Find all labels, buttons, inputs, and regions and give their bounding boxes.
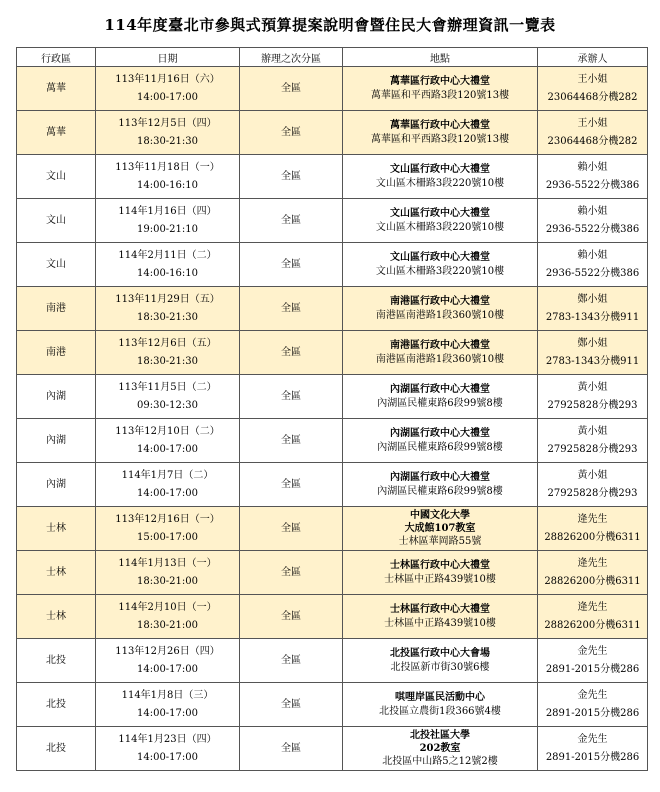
venue-name: 中國文化大學 (410, 510, 470, 521)
cell-date (96, 683, 240, 727)
cell-contact (538, 67, 648, 111)
cell-contact (538, 551, 648, 595)
cell-date: 113年12月10日（二） (115, 425, 220, 437)
cell-area: 全區 (240, 67, 343, 111)
header-date: 日期 (96, 48, 240, 67)
cell-date (96, 243, 240, 287)
contact-contact: 黃小姐 (577, 469, 608, 481)
venue-name: 萬華區行政中心大禮堂 (390, 75, 490, 87)
venue-name: 北投區行政中心大會場 (390, 647, 490, 659)
cell-district: 文山 (17, 243, 96, 287)
cell-district: 北投 (17, 639, 96, 683)
cell-date: 114年1月23日（四） (118, 733, 217, 745)
cell-date: 114年2月10日（一） (118, 601, 217, 613)
cell-venue (343, 331, 538, 375)
cell-district: 南港 (17, 331, 96, 375)
cell-contact (538, 155, 648, 199)
cell-district: 文山 (17, 155, 96, 199)
venue-name: 文山區行政中心大禮堂 (390, 207, 490, 219)
cell-date (96, 199, 240, 243)
table-row (17, 419, 648, 463)
cell-district: 士林 (17, 507, 96, 551)
cell-area: 全區 (240, 507, 343, 551)
cell-time: 14:00-16:10 (136, 179, 198, 191)
venue-address: 士林區中正路439號10樓 (384, 573, 496, 585)
cell-area: 全區 (240, 419, 343, 463)
venue-name: 南港區行政中心大禮堂 (390, 339, 490, 351)
contact-phone: 2783-1343分機911 (545, 355, 640, 367)
venue-name: 大成館107教室 (404, 523, 476, 534)
cell-date (96, 67, 240, 111)
cell-date: 114年1月13日（一） (118, 557, 217, 569)
cell-venue (343, 419, 538, 463)
contact-phone: 28826200分機6311 (544, 575, 641, 587)
venue-address: 萬華區和平西路3段120號13樓 (370, 89, 510, 101)
contact-contact: 賴小姐 (577, 205, 608, 217)
cell-contact (538, 727, 648, 771)
contact-contact: 賴小姐 (577, 249, 608, 261)
table-row (17, 155, 648, 199)
venue-name: 唭哩岸區民活動中心 (395, 691, 485, 703)
cell-contact (538, 375, 648, 419)
cell-date: 113年12月6日（五） (118, 337, 217, 349)
header-area: 辦理之次分區 (240, 48, 343, 67)
cell-date (96, 287, 240, 331)
table-row (17, 111, 648, 155)
contact-phone: 2936-5522分機386 (545, 179, 640, 191)
cell-area: 全區 (240, 683, 343, 727)
cell-area: 全區 (240, 639, 343, 683)
cell-area: 全區 (240, 727, 343, 771)
venue-name: 202教室 (419, 743, 461, 754)
table-row (17, 463, 648, 507)
cell-time: 14:00-17:00 (136, 487, 198, 499)
contact-phone: 2891-2015分機286 (545, 751, 640, 763)
contact-phone: 27925828分機293 (547, 443, 638, 455)
cell-district: 內湖 (17, 463, 96, 507)
table-row (17, 331, 648, 375)
cell-time: 18:30-21:30 (136, 355, 198, 367)
cell-contact (538, 463, 648, 507)
cell-date (96, 155, 240, 199)
venue-name: 士林區行政中心大禮堂 (390, 559, 490, 571)
contact-contact: 逄先生 (577, 513, 608, 525)
table-row (17, 683, 648, 727)
cell-contact (538, 595, 648, 639)
contact-contact: 黃小姐 (577, 425, 608, 437)
table-row (17, 287, 648, 331)
cell-time: 14:00-17:00 (136, 663, 198, 675)
cell-date (96, 507, 240, 551)
venue-address: 內湖區民權東路6段99號8樓 (377, 397, 503, 409)
cell-venue (343, 727, 538, 771)
venue-address: 北投區立農街1段366號4樓 (379, 705, 501, 717)
cell-time: 14:00-17:00 (136, 91, 198, 103)
cell-date (96, 375, 240, 419)
venue-address: 南港區南港路1段360號10樓 (375, 353, 505, 365)
cell-district: 萬華 (17, 111, 96, 155)
cell-date: 114年2月11日（二） (118, 249, 217, 261)
cell-venue (343, 67, 538, 111)
cell-venue (343, 199, 538, 243)
cell-time: 14:00-16:10 (136, 267, 198, 279)
cell-district: 文山 (17, 199, 96, 243)
venue-name: 士林區行政中心大禮堂 (390, 603, 490, 615)
contact-phone: 28826200分機6311 (544, 619, 641, 631)
cell-district: 南港 (17, 287, 96, 331)
cell-time: 18:30-21:00 (136, 619, 198, 631)
cell-date (96, 727, 240, 771)
cell-date (96, 595, 240, 639)
contact-phone: 28826200分機6311 (544, 531, 641, 543)
cell-time: 14:00-17:00 (136, 707, 198, 719)
cell-venue (343, 155, 538, 199)
cell-date (96, 111, 240, 155)
venue-address: 文山區木柵路3段220號10樓 (375, 221, 505, 233)
contact-phone: 2891-2015分機286 (545, 663, 640, 675)
contact-contact: 鄭小姐 (577, 337, 608, 349)
cell-contact (538, 419, 648, 463)
cell-contact (538, 287, 648, 331)
venue-address: 萬華區和平西路3段120號13樓 (370, 133, 510, 145)
contact-contact: 王小姐 (577, 73, 608, 85)
contact-phone: 2783-1343分機911 (545, 311, 640, 323)
venue-name: 內湖區行政中心大禮堂 (390, 383, 490, 395)
table-row (17, 375, 648, 419)
cell-venue (343, 683, 538, 727)
contact-phone: 27925828分機293 (547, 487, 638, 499)
cell-contact (538, 111, 648, 155)
cell-area: 全區 (240, 243, 343, 287)
contact-contact: 逄先生 (577, 557, 608, 569)
cell-date: 113年11月18日（一） (115, 161, 220, 173)
cell-date: 114年1月16日（四） (118, 205, 217, 217)
table-row (17, 243, 648, 287)
header-contact: 承辦人 (538, 48, 648, 67)
cell-area: 全區 (240, 155, 343, 199)
cell-venue (343, 375, 538, 419)
contact-contact: 逄先生 (577, 601, 608, 613)
schedule-table (16, 47, 648, 771)
venue-address: 文山區木柵路3段220號10樓 (375, 265, 505, 277)
cell-area: 全區 (240, 111, 343, 155)
page-title: 114年度臺北市參與式預算提案說明會暨住民大會辦理資訊一覽表 (104, 16, 556, 34)
cell-district: 士林 (17, 595, 96, 639)
cell-contact (538, 639, 648, 683)
cell-time: 15:00-17:00 (136, 531, 198, 543)
contact-contact: 王小姐 (577, 117, 608, 129)
cell-date (96, 419, 240, 463)
cell-time: 19:00-21:10 (136, 223, 198, 235)
cell-district: 士林 (17, 551, 96, 595)
venue-address: 士林區華岡路55號 (398, 536, 482, 547)
header-venue: 地點 (343, 48, 538, 67)
cell-time: 18:30-21:00 (136, 575, 198, 587)
venue-address: 北投區新市街30號6樓 (390, 661, 490, 673)
cell-date (96, 331, 240, 375)
cell-district: 北投 (17, 727, 96, 771)
table-row (17, 727, 648, 771)
table-row (17, 551, 648, 595)
cell-contact (538, 243, 648, 287)
contact-phone: 23064468分機282 (547, 91, 638, 103)
venue-address: 內湖區民權東路6段99號8樓 (377, 441, 503, 453)
venue-name: 內湖區行政中心大禮堂 (390, 427, 490, 439)
cell-date: 114年1月7日（二） (121, 469, 214, 481)
contact-phone: 27925828分機293 (547, 399, 638, 411)
cell-contact (538, 331, 648, 375)
table-row (17, 67, 648, 111)
venue-name: 文山區行政中心大禮堂 (390, 251, 490, 263)
contact-phone: 2891-2015分機286 (545, 707, 640, 719)
cell-date: 114年1月8日（三） (121, 689, 214, 701)
venue-name: 內湖區行政中心大禮堂 (390, 471, 490, 483)
contact-phone: 23064468分機282 (547, 135, 638, 147)
cell-district: 內湖 (17, 375, 96, 419)
table-row (17, 507, 648, 551)
cell-venue (343, 595, 538, 639)
table-row (17, 595, 648, 639)
venue-address: 北投區中山路5之12號2樓 (382, 756, 498, 767)
venue-name: 萬華區行政中心大禮堂 (390, 119, 490, 131)
cell-time: 18:30-21:30 (136, 135, 198, 147)
contact-contact: 黃小姐 (577, 381, 608, 393)
cell-date: 113年12月16日（一） (115, 513, 220, 525)
cell-venue (343, 507, 538, 551)
venue-name: 文山區行政中心大禮堂 (390, 163, 490, 175)
contact-contact: 金先生 (577, 733, 608, 745)
cell-contact (538, 199, 648, 243)
cell-contact (538, 683, 648, 727)
cell-date: 113年11月29日（五） (115, 293, 220, 305)
cell-venue (343, 111, 538, 155)
table-body (17, 67, 648, 771)
venue-name: 北投社區大學 (410, 730, 470, 741)
header-row (17, 48, 648, 67)
table-row (17, 639, 648, 683)
cell-time: 18:30-21:30 (136, 311, 198, 323)
cell-area: 全區 (240, 551, 343, 595)
cell-area: 全區 (240, 595, 343, 639)
cell-date: 113年11月16日（六） (115, 73, 220, 85)
cell-district: 萬華 (17, 67, 96, 111)
contact-contact: 鄭小姐 (577, 293, 608, 305)
cell-date (96, 551, 240, 595)
cell-area: 全區 (240, 287, 343, 331)
cell-area: 全區 (240, 463, 343, 507)
header-district: 行政區 (17, 48, 96, 67)
contact-phone: 2936-5522分機386 (545, 267, 640, 279)
contact-contact: 金先生 (577, 689, 608, 701)
cell-venue (343, 243, 538, 287)
contact-contact: 賴小姐 (577, 161, 608, 173)
venue-address: 士林區中正路439號10樓 (384, 617, 496, 629)
venue-address: 文山區木柵路3段220號10樓 (375, 177, 505, 189)
contact-phone: 2936-5522分機386 (545, 223, 640, 235)
cell-area: 全區 (240, 331, 343, 375)
cell-area: 全區 (240, 375, 343, 419)
cell-date: 113年12月5日（四） (118, 117, 217, 129)
cell-venue (343, 287, 538, 331)
cell-time: 14:00-17:00 (136, 443, 198, 455)
cell-date (96, 639, 240, 683)
venue-address: 內湖區民權東路6段99號8樓 (377, 485, 503, 497)
table-row (17, 199, 648, 243)
cell-date (96, 463, 240, 507)
cell-contact (538, 507, 648, 551)
cell-district: 北投 (17, 683, 96, 727)
cell-date: 113年12月26日（四） (115, 645, 220, 657)
venue-address: 南港區南港路1段360號10樓 (375, 309, 505, 321)
cell-district: 內湖 (17, 419, 96, 463)
venue-name: 南港區行政中心大禮堂 (390, 295, 490, 307)
cell-time: 09:30-12:30 (136, 399, 198, 411)
cell-date: 113年11月5日（二） (118, 381, 217, 393)
cell-venue (343, 463, 538, 507)
cell-venue (343, 639, 538, 683)
cell-time: 14:00-17:00 (136, 751, 198, 763)
cell-venue (343, 551, 538, 595)
contact-contact: 金先生 (577, 645, 608, 657)
cell-area: 全區 (240, 199, 343, 243)
